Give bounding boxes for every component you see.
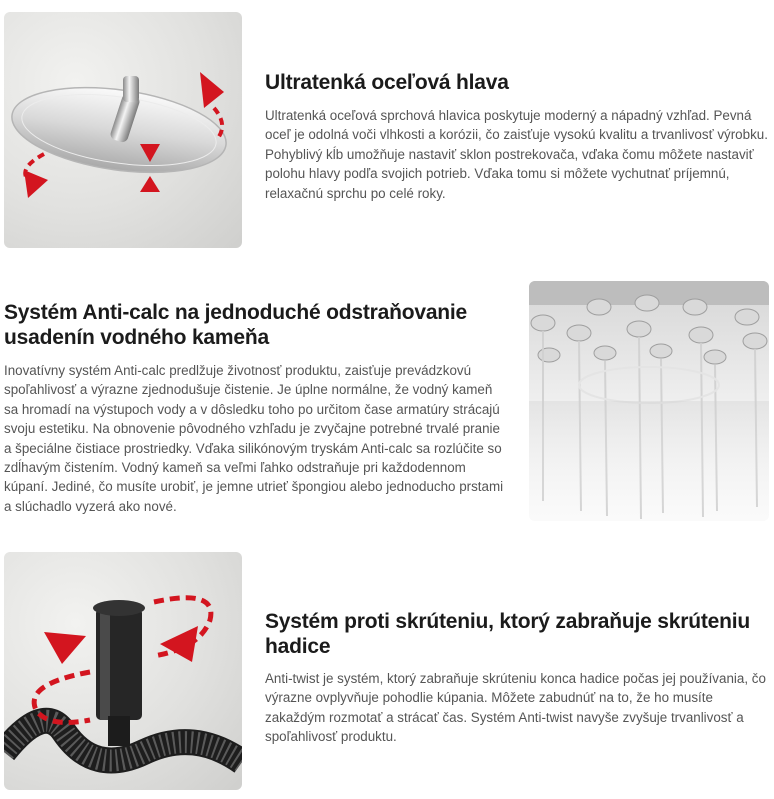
- anti-twist-hose-image: [4, 552, 242, 790]
- anti-calc-nozzles-image: [529, 281, 769, 521]
- water-nozzles-illustration: [529, 281, 769, 521]
- shower-head-image: [4, 12, 242, 248]
- shower-head-illustration: [4, 12, 242, 248]
- section-title-steel-head: Ultratenká oceľová hlava: [265, 71, 509, 94]
- section-text-anti-calc: Inovatívny systém Anti-calc predlžuje životnosť produktu, zaisťuje prevádzkovú spoľahlivosť a výrazne zjednodušuje čistenie. Je úplne normálne, že vodný kameň sa hromadí na výstupoch vody a v dôsledku toho po určitom čase armatúry strácajú svoju estetiku. Na obnovenie pôvodného vzhľadu je zvyčajne potrebné trvalé pranie a špeciálne čistiace prostriedky. Vďaka silikónovým tryskám Anti-calc sa rozlúčite so zdĺhavým čistením. Vodný kameň sa veľmi ľahko odstraňuje pri každodennom kúpaní. Jediné, čo musíte urobiť, je jemne utrieť špongiou alebo jednoducho prstami a slúchadlo vyzerá ako nové.: [4, 363, 504, 514]
- section-title-anti-calc: Systém Anti-calc na jednoduché odstraňovanie usadenín vodného kameňa: [4, 301, 468, 349]
- hose-illustration: [4, 552, 242, 790]
- section-text-anti-twist: Anti-twist je systém, ktorý zabraňuje skrúteniu konca hadice počas jej používania, čo výrazne ovplyvňuje pohodlie kúpania. Môžete zabudnúť na to, že ho musíte zakaždým rozmotať a strácať čas. Systém Anti-twist navyše zvyšuje trvanlivosť a spoľahlivosť produktu.: [265, 671, 766, 745]
- section-text-steel-head: Ultratenká oceľová sprchová hlavica poskytuje moderný a nápadný vzhľad. Pevná oceľ je odolná voči vlhkosti a korózii, čo zaisťuje vysokú kvalitu a trvanlivosť výrobku. Pohyblivý kĺb umožňuje nastaviť sklon postrekovača, vďaka čomu môžete nastaviť polohu hlavy podľa svojich potrieb. Vďaka tomu si môžete vychutnať príjemnú, relaxačnú sprchu po celé roky.: [265, 108, 768, 201]
- section-title-anti-twist: Systém proti skrúteniu, ktorý zabraňuje skrúteniu hadice: [265, 610, 750, 658]
